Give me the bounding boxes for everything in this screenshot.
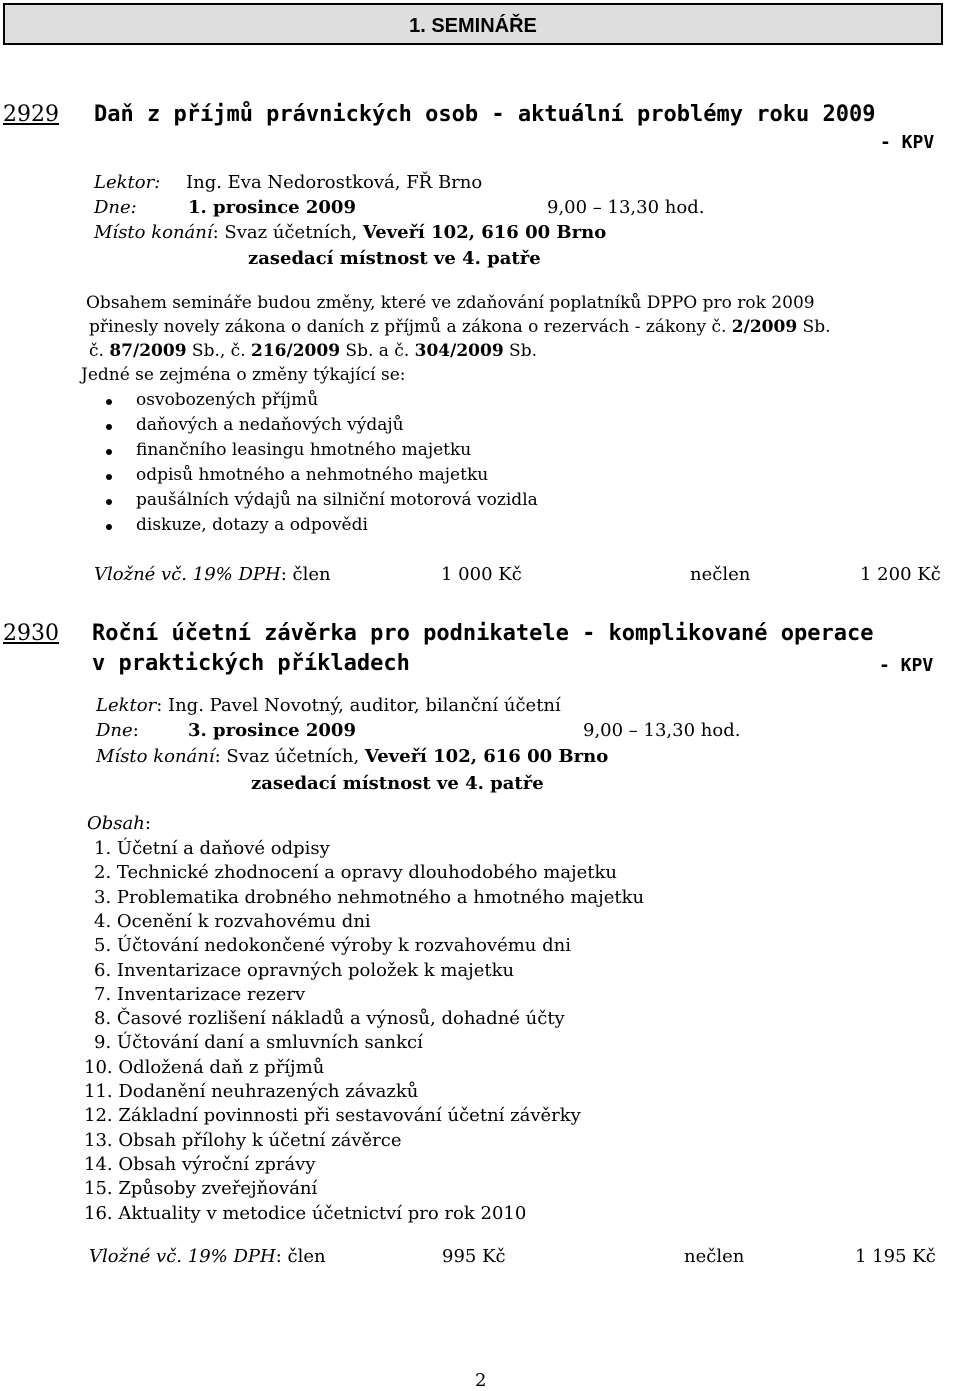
list-item: 1. Účetní a daňové odpisy bbox=[94, 838, 330, 859]
seminar-title: Roční účetní závěrka pro podnikatele - komplikované operace bbox=[92, 621, 874, 646]
list-item: odpisů hmotného a nehmotného majetku bbox=[136, 465, 489, 485]
list-item: 16. Aktuality v metodice účetnictví pro rok 2010 bbox=[84, 1202, 527, 1224]
list-item: 10. Odložená daň z příjmů bbox=[84, 1056, 325, 1078]
fee-nonmember-label: nečlen bbox=[690, 564, 751, 585]
obsah-label: Obsah: bbox=[87, 813, 151, 834]
list-item: 14. Obsah výroční zprávy bbox=[84, 1153, 316, 1175]
misto-konani: Místo konání: Svaz účetních, Veveří 102, 616 00 Brno bbox=[94, 222, 607, 243]
misto-room: zasedací místnost ve 4. patře bbox=[251, 773, 544, 794]
fee-nonmember: 1 200 Kč bbox=[860, 564, 941, 585]
fee-nonmember: 1 195 Kč bbox=[855, 1246, 936, 1267]
fee-label: Vložné vč. 19% DPH: člen bbox=[89, 1246, 326, 1267]
dne-label: Dne: bbox=[96, 720, 139, 741]
list-item: finančního leasingu hmotného majetku bbox=[136, 440, 472, 460]
dne-label: Dne: bbox=[94, 197, 137, 218]
lektor: Lektor: Ing. Pavel Novotný, auditor, bilanční účetní bbox=[96, 695, 561, 716]
description-line: č. 87/2009 Sb., č. 216/2009 Sb. a č. 304/2009 Sb. bbox=[89, 341, 537, 361]
list-item: 11. Dodanění neuhrazených závazků bbox=[84, 1081, 419, 1102]
section-title: 1. SEMINÁŘE bbox=[409, 15, 537, 37]
dne-date: 3. prosince 2009 bbox=[188, 720, 356, 741]
list-item: daňových a nedaňových výdajů bbox=[136, 415, 404, 435]
bullet-icon bbox=[106, 424, 112, 430]
fee-label: Vložné vč. 19% DPH: člen bbox=[94, 564, 331, 585]
page-number: 2 bbox=[475, 1370, 487, 1391]
bullet-icon bbox=[106, 399, 112, 405]
section-header bbox=[3, 3, 943, 45]
seminar-code: 2929 bbox=[3, 102, 59, 127]
list-item: 13. Obsah přílohy k účetní závěrce bbox=[84, 1129, 402, 1151]
bullet-icon bbox=[106, 449, 112, 455]
list-item: paušálních výdajů na silniční motorová vozidla bbox=[136, 490, 538, 510]
list-item: 9. Účtování daní a smluvních sankcí bbox=[94, 1032, 423, 1054]
dne-time: 9,00 – 13,30 hod. bbox=[583, 720, 741, 741]
fee-member: 1 000 Kč bbox=[441, 564, 522, 585]
list-item: 7. Inventarizace rezerv bbox=[94, 983, 306, 1005]
seminar-title: Daň z příjmů právnických osob - aktuální problémy roku 2009 bbox=[94, 102, 876, 127]
seminar-code: 2930 bbox=[3, 621, 59, 646]
kpv-label: - KPV bbox=[879, 655, 934, 676]
description-line: Jedné se zejména o změny týkající se: bbox=[81, 365, 406, 385]
list-item: 8. Časové rozlišení nákladů a výnosů, dohadné účty bbox=[94, 1008, 565, 1030]
list-item: 6. Inventarizace opravných položek k majetku bbox=[94, 959, 515, 981]
lektor-label: Lektor: bbox=[94, 172, 161, 193]
description-line: Obsahem semináře budou změny, které ve zdaňování poplatníků DPPO pro rok 2009 bbox=[86, 293, 815, 313]
dne-date: 1. prosince 2009 bbox=[188, 197, 356, 218]
list-item: osvobozených příjmů bbox=[136, 390, 319, 410]
fee-nonmember-label: nečlen bbox=[684, 1246, 745, 1267]
list-item: 4. Ocenění k rozvahovému dni bbox=[94, 910, 371, 932]
misto-konani: Místo konání: Svaz účetních, Veveří 102, 616 00 Brno bbox=[96, 746, 609, 767]
dne-time: 9,00 – 13,30 hod. bbox=[547, 197, 705, 218]
list-item: 15. Způsoby zveřejňování bbox=[84, 1178, 318, 1200]
misto-room: zasedací místnost ve 4. patře bbox=[248, 248, 541, 269]
list-item: 12. Základní povinnosti při sestavování účetní závěrky bbox=[84, 1105, 581, 1127]
lektor-value: Ing. Eva Nedorostková, FŘ Brno bbox=[186, 172, 483, 193]
list-item: 2. Technické zhodnocení a opravy dlouhodobého majetku bbox=[94, 862, 618, 884]
bullet-icon bbox=[106, 474, 112, 480]
list-item: 3. Problematika drobného nehmotného a hmotného majetku bbox=[94, 886, 645, 908]
bullet-icon bbox=[106, 499, 112, 505]
list-item: diskuze, dotazy a odpovědi bbox=[136, 515, 368, 535]
kpv-label: - KPV bbox=[880, 132, 935, 153]
list-item: 5. Účtování nedokončené výroby k rozvahovému dni bbox=[94, 935, 571, 957]
description-line: přinesly novely zákona o daních z příjmů a zákona o rezervách - zákony č. 2/2009 Sb. bbox=[89, 317, 831, 337]
seminar-title-line2: v praktických příkladech bbox=[92, 651, 410, 676]
bullet-icon bbox=[106, 524, 112, 530]
fee-member: 995 Kč bbox=[442, 1246, 506, 1267]
